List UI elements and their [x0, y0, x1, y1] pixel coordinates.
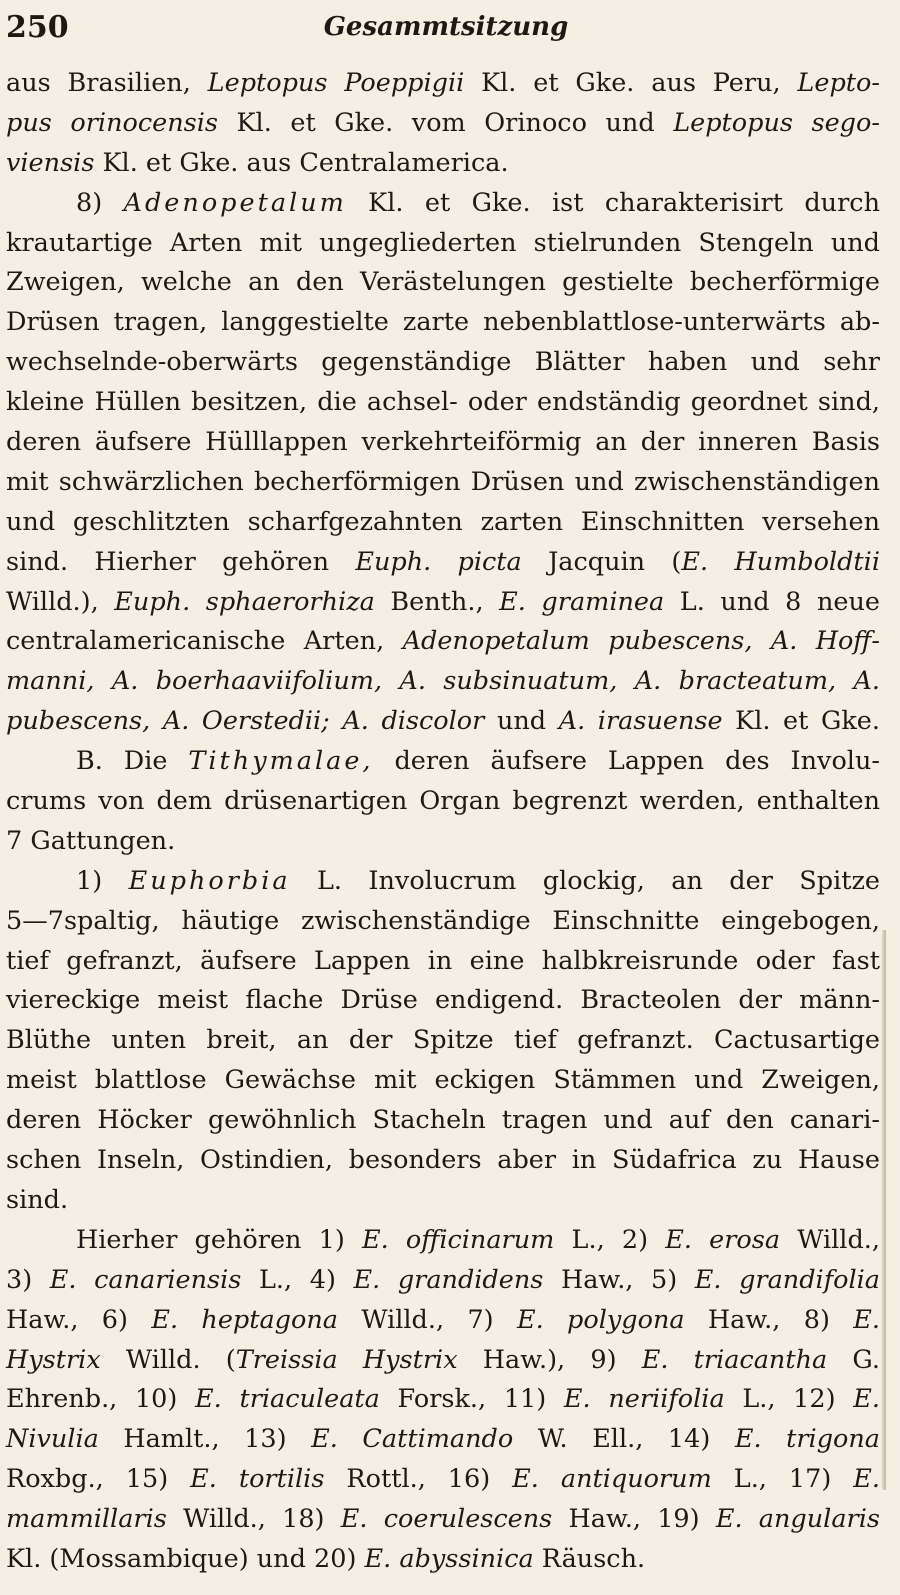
- text-line: [6, 144, 880, 184]
- text-run: centralamericanische Arten,: [6, 626, 403, 657]
- italic-text: Lepto-: [797, 68, 880, 98]
- italic-text: E. tortilis: [190, 1464, 325, 1495]
- italic-text: viensis: [6, 147, 95, 178]
- italic-text: Treissia Hystrix: [235, 1344, 458, 1375]
- text-line: [6, 263, 880, 303]
- text-run: sind.: [6, 1184, 69, 1215]
- italic-text: E. angularis: [715, 1504, 880, 1535]
- text-line: [6, 1380, 880, 1420]
- italic-text: E. grandifolia: [694, 1264, 881, 1295]
- italic-text: E.: [853, 1384, 880, 1415]
- text-line: [6, 1101, 880, 1141]
- text-line: [6, 702, 880, 742]
- text-run: W. Ell., 14): [513, 1424, 735, 1455]
- italic-text: E. polygona: [516, 1304, 685, 1335]
- text-run: Kl. et Gke. aus Centralamerica.: [94, 147, 509, 178]
- text-run: L. und 8 neue: [664, 586, 880, 617]
- text-run: und geschlitzten scharfgezahnten zarten Einschnitten versehen: [6, 506, 880, 537]
- italic-text: Euph. picta: [355, 546, 522, 577]
- italic-text: Nivulia: [6, 1424, 99, 1455]
- text-line: [6, 383, 880, 423]
- text-line: [6, 782, 880, 822]
- text-run: krautartige Arten mit ungegliederten stielrunden Stengeln und: [6, 227, 880, 258]
- text-run: Forsk., 11): [379, 1384, 564, 1415]
- text-run: Kl. et Gke.: [722, 706, 880, 737]
- text-run: L. Involucrum glockig, an der Spitze: [290, 865, 881, 896]
- italic-text: E. abyssinica: [364, 1543, 534, 1574]
- text-line: [6, 463, 880, 503]
- text-run: Willd., 7): [337, 1304, 517, 1335]
- text-line: [6, 1261, 880, 1301]
- text-line: [6, 981, 880, 1021]
- text-run: wechselnde-oberwärts gegenständige Blätter haben und sehr: [6, 347, 880, 378]
- text-line: [6, 1460, 880, 1500]
- text-run: G.: [827, 1344, 880, 1375]
- spaced-genus-name: Tithymalae,: [188, 746, 374, 777]
- italic-text: E. erosa: [665, 1224, 781, 1255]
- spaced-genus-name: Adenopetalum: [123, 187, 347, 218]
- text-run: Drüsen tragen, langgestielte zarte nebenblattlose-unterwärts ab-: [6, 307, 880, 338]
- text-run: Rottl., 16): [324, 1464, 513, 1495]
- italic-text: E.: [853, 1464, 880, 1495]
- text-run: Blüthe unten breit, an der Spitze tief gefranzt. Cactusartige: [6, 1025, 880, 1056]
- text-line: [6, 1021, 880, 1061]
- text-run: Benth.,: [374, 586, 500, 617]
- text-run: 8): [76, 187, 124, 218]
- italic-text: Euph. sphaerorhiza: [114, 586, 375, 617]
- page-edge-shadow: [882, 930, 886, 1490]
- text-run: Jacquin (: [521, 546, 682, 577]
- text-run: Haw., 6): [6, 1304, 152, 1335]
- text-run: Hierher gehören 1): [76, 1224, 362, 1255]
- text-run: Willd., 18): [166, 1504, 341, 1535]
- text-run: Haw., 19): [552, 1504, 716, 1535]
- text-line: [6, 543, 880, 583]
- text-line: [6, 423, 880, 463]
- text-run: Willd. (: [100, 1344, 236, 1375]
- text-line: [6, 902, 880, 942]
- italic-text: Leptopus Poeppigii: [207, 68, 465, 98]
- text-run: meist blattlose Gewächse mit eckigen Stämmen und Zweigen,: [6, 1065, 880, 1096]
- text-line: [6, 1500, 880, 1540]
- italic-text: E. heptagona: [151, 1304, 338, 1335]
- italic-text: Adenopetalum pubescens, A. Hoff-: [402, 626, 880, 657]
- text-line: [6, 104, 880, 144]
- spaced-genus-name: Euphorbia: [128, 865, 291, 896]
- text-run: B. Die: [76, 746, 189, 777]
- text-line: [6, 64, 880, 104]
- text-run: schen Inseln, Ostindien, besonders aber in Südafrica zu Hause: [6, 1145, 880, 1176]
- text-run: 7 Gattungen.: [6, 825, 176, 856]
- text-run: L., 4): [241, 1264, 354, 1295]
- text-run: L., 17): [711, 1464, 854, 1495]
- text-run: Hamlt., 13): [98, 1424, 312, 1455]
- text-line: [6, 822, 880, 862]
- text-run: Haw.), 9): [457, 1344, 642, 1375]
- text-run: kleine Hüllen besitzen, die achsel- oder endständig geordnet sind,: [6, 387, 880, 418]
- text-line: [6, 1061, 880, 1101]
- text-run: 5—7spaltig, häutige zwischenständige Einschnitte eingebogen,: [6, 905, 880, 936]
- text-line: [6, 1341, 880, 1381]
- text-run: aus Brasilien,: [6, 68, 208, 98]
- text-line: [6, 303, 880, 343]
- text-run: mit schwärzlichen becherförmigen Drüsen und zwischenständigen: [6, 466, 880, 497]
- text-run: 3): [6, 1264, 50, 1295]
- text-run: Willd.),: [6, 586, 115, 617]
- text-line: [6, 662, 880, 702]
- text-run: L., 2): [554, 1224, 666, 1255]
- text-run: tief gefranzt, äufsere Lappen in eine halbkreisrunde oder fast: [6, 945, 880, 976]
- text-run: Kl. (Mossambique) und 20): [6, 1543, 365, 1574]
- italic-text: pubescens, A. Oerstedii; A. discolor: [6, 706, 485, 737]
- italic-text: E. graminea: [499, 586, 665, 617]
- text-line: [6, 343, 880, 383]
- text-run: deren Höcker gewöhnlich Stacheln tragen und auf den canari-: [6, 1105, 880, 1136]
- text-line: [6, 1420, 880, 1460]
- text-run: Haw., 5): [543, 1264, 695, 1295]
- text-line: [6, 184, 880, 224]
- text-run: Kl. et Gke. vom Orinoco und: [217, 107, 674, 138]
- text-run: Roxbg., 15): [6, 1464, 191, 1495]
- text-run: 1): [76, 865, 129, 896]
- text-line: [6, 1181, 880, 1221]
- body-text: [6, 64, 880, 1580]
- italic-text: A. irasuense: [558, 706, 723, 737]
- page-number: 250: [6, 10, 69, 45]
- text-line: [6, 1540, 880, 1580]
- text-run: L., 12): [724, 1384, 854, 1415]
- text-run: Ehrenb., 10): [6, 1384, 196, 1415]
- text-line: [6, 862, 880, 902]
- italic-text: E. Cattimando: [311, 1424, 514, 1455]
- text-run: Haw., 8): [684, 1304, 854, 1335]
- text-run: crums von dem drüsenartigen Organ begrenzt werden, enthalten: [6, 786, 880, 817]
- text-run: sind. Hierher gehören: [6, 546, 356, 577]
- text-run: Kl. et Gke. ist charakterisirt durch: [346, 187, 881, 218]
- page-header: [6, 4, 886, 54]
- text-line: [6, 503, 880, 543]
- italic-text: Hystrix: [6, 1344, 101, 1375]
- running-title: Gesammtsitzung: [323, 12, 569, 42]
- text-run: viereckige meist flache Drüse endigend. Bracteolen der männ-: [6, 985, 880, 1016]
- italic-text: pus orinocensis: [6, 107, 218, 138]
- text-line: [6, 1221, 880, 1261]
- text-line: [6, 942, 880, 982]
- italic-text: E. coerulescens: [340, 1504, 553, 1535]
- italic-text: E. triaculeata: [195, 1384, 380, 1415]
- text-run: Kl. et Gke. aus Peru,: [464, 68, 798, 98]
- italic-text: E. antiquorum: [512, 1464, 712, 1495]
- italic-text: E. canariensis: [49, 1264, 242, 1295]
- text-line: [6, 583, 880, 623]
- italic-text: E.: [853, 1304, 880, 1335]
- text-line: [6, 1141, 880, 1181]
- italic-text: E. trigona: [734, 1424, 880, 1455]
- text-run: Zweigen, welche an den Verästelungen gestielte becherförmige: [6, 267, 880, 298]
- italic-text: E. grandidens: [353, 1264, 544, 1295]
- italic-text: mammillaris: [6, 1504, 167, 1535]
- text-line: [6, 622, 880, 662]
- text-run: Räusch.: [533, 1543, 646, 1574]
- text-run: deren äufsere Hülllappen verkehrteiförmig an der inneren Basis: [6, 427, 880, 458]
- italic-text: E. Humboldtii: [681, 546, 880, 577]
- italic-text: Leptopus sego-: [673, 107, 880, 138]
- italic-text: manni, A. boerhaaviifolium, A. subsinuatum, A. bracteatum, A.: [6, 666, 880, 697]
- italic-text: E. neriifolia: [563, 1384, 725, 1415]
- italic-text: E. triacantha: [641, 1344, 828, 1375]
- text-line: [6, 1301, 880, 1341]
- text-run: und: [484, 706, 559, 737]
- text-run: Willd.,: [780, 1224, 880, 1255]
- italic-text: E. officinarum: [362, 1224, 555, 1255]
- text-line: [6, 224, 880, 264]
- text-line: [6, 742, 880, 782]
- text-run: deren äufsere Lappen des Involu-: [373, 746, 880, 777]
